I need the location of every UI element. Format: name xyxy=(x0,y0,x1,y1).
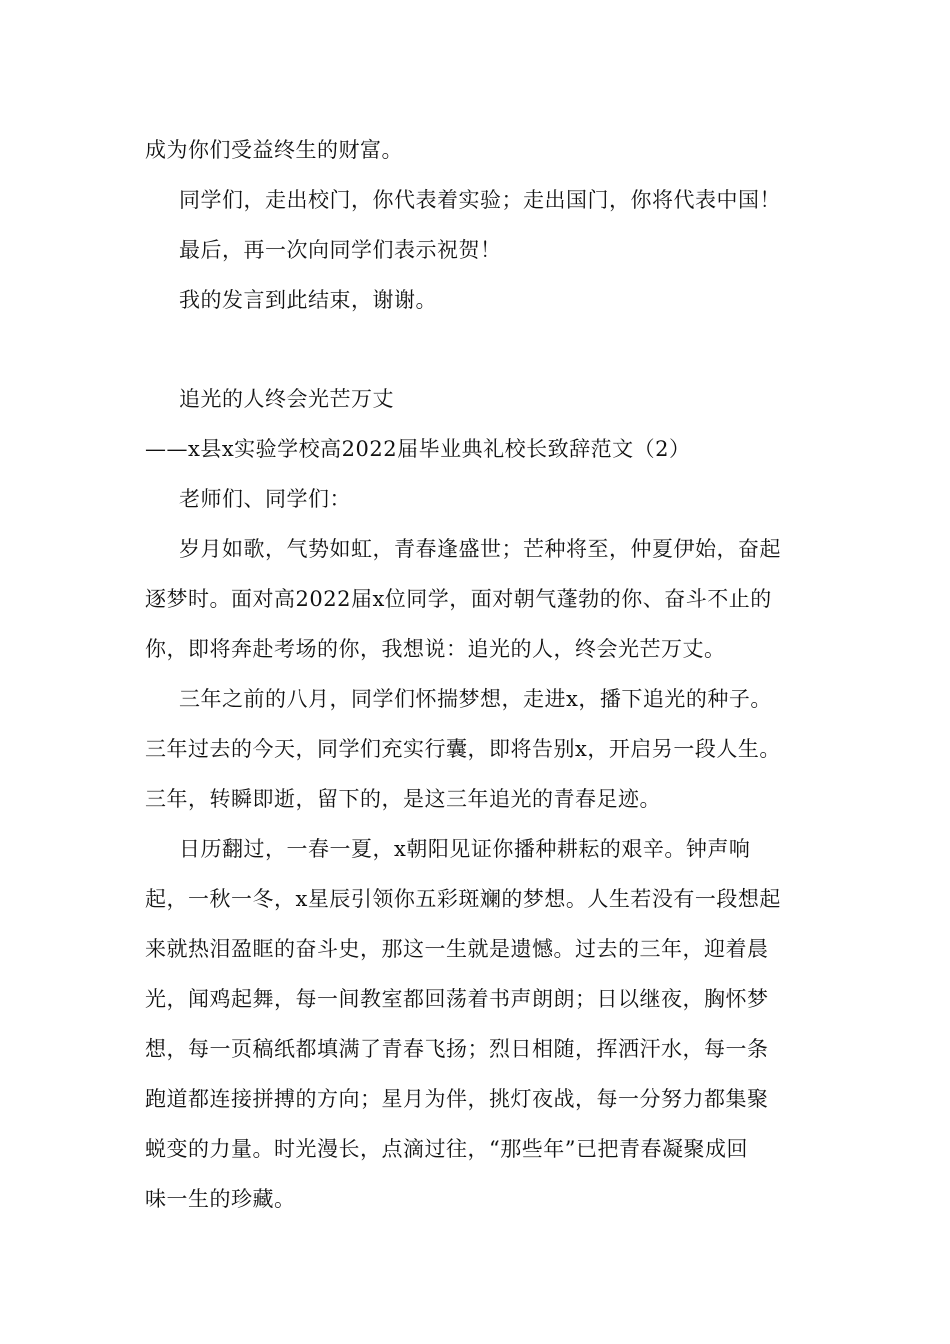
paragraph-line: 最后，再一次向同学们表示祝贺！ xyxy=(179,238,502,262)
paragraph-line: 来就热泪盈眶的奋斗史，那这一生就是遗憾。过去的三年，迎着晨 xyxy=(145,937,769,961)
paragraph-line: 岁月如歌，气势如虹，青春逢盛世；芒种将至，仲夏伊始，奋起 xyxy=(179,537,781,561)
paragraph-line: 光，闻鸡起舞，每一间教室都回荡着书声朗朗；日以继夜，胸怀梦 xyxy=(145,987,769,1011)
paragraph-line: 想，每一页稿纸都填满了青春飞扬；烈日相随，挥洒汗水，每一条 xyxy=(145,1037,769,1061)
paragraph-line: 三年，转瞬即逝，留下的，是这三年追光的青春足迹。 xyxy=(145,787,661,811)
salutation: 老师们、同学们： xyxy=(179,487,351,511)
paragraph-line: 我的发言到此结束，谢谢。 xyxy=(179,288,437,312)
paragraph-line: 蜕变的力量。时光漫长，点滴过往，“那些年”已把青春凝聚成回 xyxy=(145,1137,748,1161)
section-subtitle: ——x县x实验学校高2022届毕业典礼校长致辞范文（2） xyxy=(145,437,691,461)
paragraph-line: 味一生的珍藏。 xyxy=(145,1187,296,1211)
paragraph-line: 逐梦时。面对高2022届x位同学，面对朝气蓬勃的你、奋斗不止的 xyxy=(145,587,772,611)
paragraph-line: 你，即将奔赴考场的你，我想说：追光的人，终会光芒万丈。 xyxy=(145,637,726,661)
paragraph-line: 跑道都连接拼搏的方向；星月为伴，挑灯夜战，每一分努力都集聚 xyxy=(145,1087,769,1111)
section-title: 追光的人终会光芒万丈 xyxy=(179,387,394,411)
paragraph-line: 日历翻过，一春一夏，x朝阳见证你播种耕耘的艰辛。钟声响 xyxy=(179,837,751,861)
paragraph-line: 成为你们受益终生的财富。 xyxy=(145,138,403,162)
paragraph-line: 三年之前的八月，同学们怀揣梦想，走进x，播下追光的种子。 xyxy=(179,687,772,711)
paragraph-line: 起，一秋一冬，x星辰引领你五彩斑斓的梦想。人生若没有一段想起 xyxy=(145,887,781,911)
paragraph-line: 同学们，走出校门，你代表着实验；走出国门，你将代表中国！ xyxy=(179,188,781,212)
paragraph-line: 三年过去的今天，同学们充实行囊，即将告别x，开启另一段人生。 xyxy=(145,737,781,761)
